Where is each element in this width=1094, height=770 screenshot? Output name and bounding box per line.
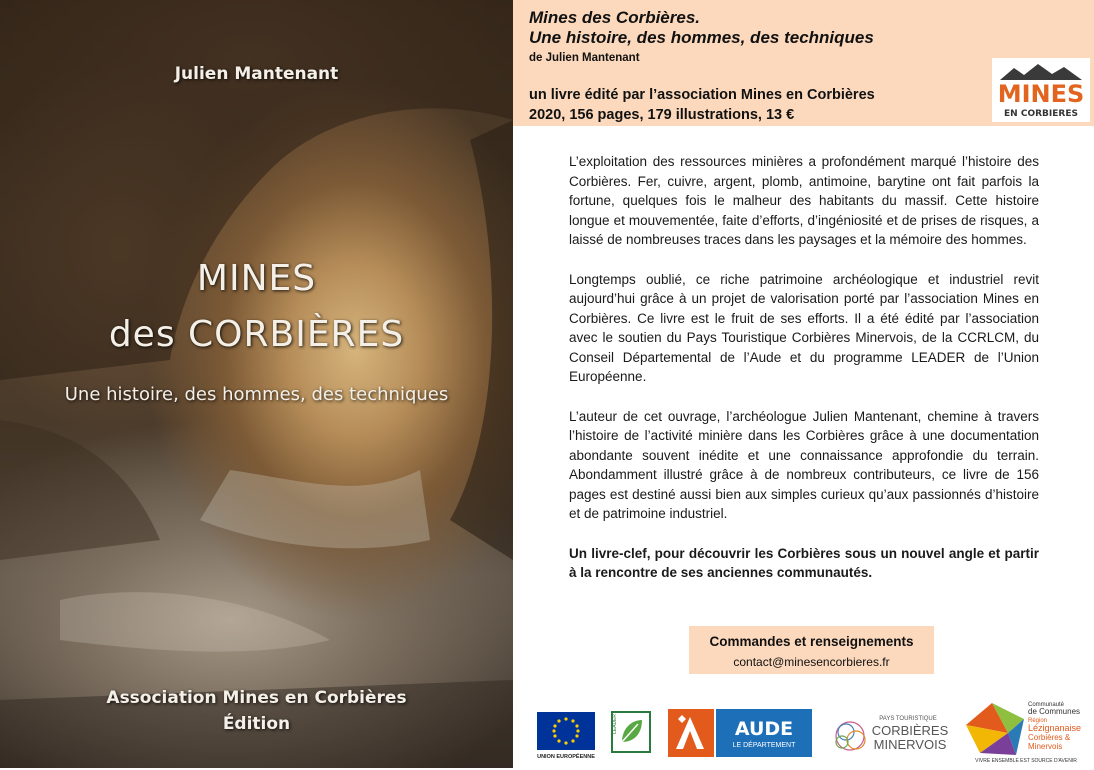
pays-minervois-label: MINERVOIS <box>873 737 947 752</box>
eu-label: UNION EUROPÉENNE <box>537 754 595 760</box>
logo-mines-text: MINES <box>997 80 1085 108</box>
cc-tagline: VIVRE ENSEMBLE EST SOURCE D'AVENIR <box>975 758 1077 764</box>
aude-department-logo <box>668 707 814 759</box>
paragraph-1: L’exploitation des ressources minières a profondément marqué l’histoire des Corbières. Fer, cuivre, argent, plomb, antimoine, barytine ont fait parfois la fortune, quelques fois le malheur des habitants du massif. Cette histoire longue et mouvementée, faite d’efforts, d’ingéniosité et de prises de risques, a laissé de nombreuses traces dans les paysages et la mémoire des hommes. <box>569 154 1039 247</box>
aude-text: AUDE <box>734 718 794 740</box>
author-line: de Julien Mantenant <box>529 52 640 64</box>
pays-corbieres-label: CORBIÈRES <box>871 723 949 738</box>
pays-label: PAYS TOURISTIQUE <box>879 716 937 722</box>
contact-title: Commandes et renseignements <box>709 634 914 649</box>
cover-edition: Édition <box>222 714 291 734</box>
cover-title-line2: des CORBIÈRES <box>108 314 405 355</box>
aude-subtext: LE DÉPARTEMENT <box>732 742 796 749</box>
cc-line4: Lézignanaise <box>1028 723 1082 733</box>
cover-publisher: Association Mines en Corbières <box>106 688 407 708</box>
leader-label: LEADER <box>612 713 618 734</box>
cover-author: Julien Mantenant <box>174 64 339 84</box>
cc-line5: Corbières & <box>1028 733 1071 742</box>
book-cover <box>0 0 513 768</box>
leader-logo <box>610 710 652 758</box>
contact-email-link[interactable]: contact@minesencorbieres.fr <box>733 655 890 669</box>
description <box>569 152 1039 603</box>
cc-line1: Communauté <box>1028 702 1065 708</box>
cc-line6: Minervois <box>1028 742 1063 751</box>
logo-corbieres-text: EN CORBIERES <box>1004 109 1078 119</box>
closing-statement: Un livre-clef, pour découvrir les Corbières sous un nouvel angle et partir à la rencontre de ses anciennes communautés. <box>569 545 1039 580</box>
cover-title-line1: MINES <box>196 258 317 299</box>
communaute-de-communes-logo <box>962 697 1090 765</box>
paragraph-3: L’auteur de cet ouvrage, l’archéologue Julien Mantenant, chemine à travers l’histoire de l’activité minière dans les Corbières grâce à une documentation abondante souvent inédite et une connaissance approfondie du terrain. Abondamment illustré grâce à de nombreux contributeurs, ce livre de 156 pages est destiné aussi bien aux simples curieux qu’aux passionnés d’histoire et de patrimoine industriel. <box>569 408 1039 521</box>
header-band <box>513 0 1094 126</box>
publisher-line: un livre édité par l’association Mines en Corbières <box>529 87 875 103</box>
book-title-line1: Mines des Corbières. <box>529 8 701 27</box>
mines-en-corbieres-logo <box>992 58 1090 122</box>
book-title-line2: Une histoire, des hommes, des techniques <box>529 28 874 47</box>
book-details: 2020, 156 pages, 179 illustrations, 13 € <box>529 107 795 123</box>
cc-line2: de Communes <box>1028 707 1081 716</box>
paragraph-2: Longtemps oublié, ce riche patrimoine archéologique et industriel revit aujourd’hui grâce à un projet de valorisation porté par l’association Mines en Corbières. Ce livre est le fruit de ses efforts. Il a été édité par l’association avec le soutien du Pays Touristique Corbières Minervois, de la CCRLCM, du Conseil Départemental de l’Aude et du programme LEADER de l’Union Européenne. <box>569 271 1039 384</box>
contact-box <box>689 626 934 674</box>
pays-corbieres-minervois-logo <box>826 708 954 762</box>
cover-subtitle: Une histoire, des hommes, des techniques <box>64 384 449 405</box>
cc-line3: Région <box>1028 718 1048 724</box>
eu-flag-logo <box>537 710 597 760</box>
